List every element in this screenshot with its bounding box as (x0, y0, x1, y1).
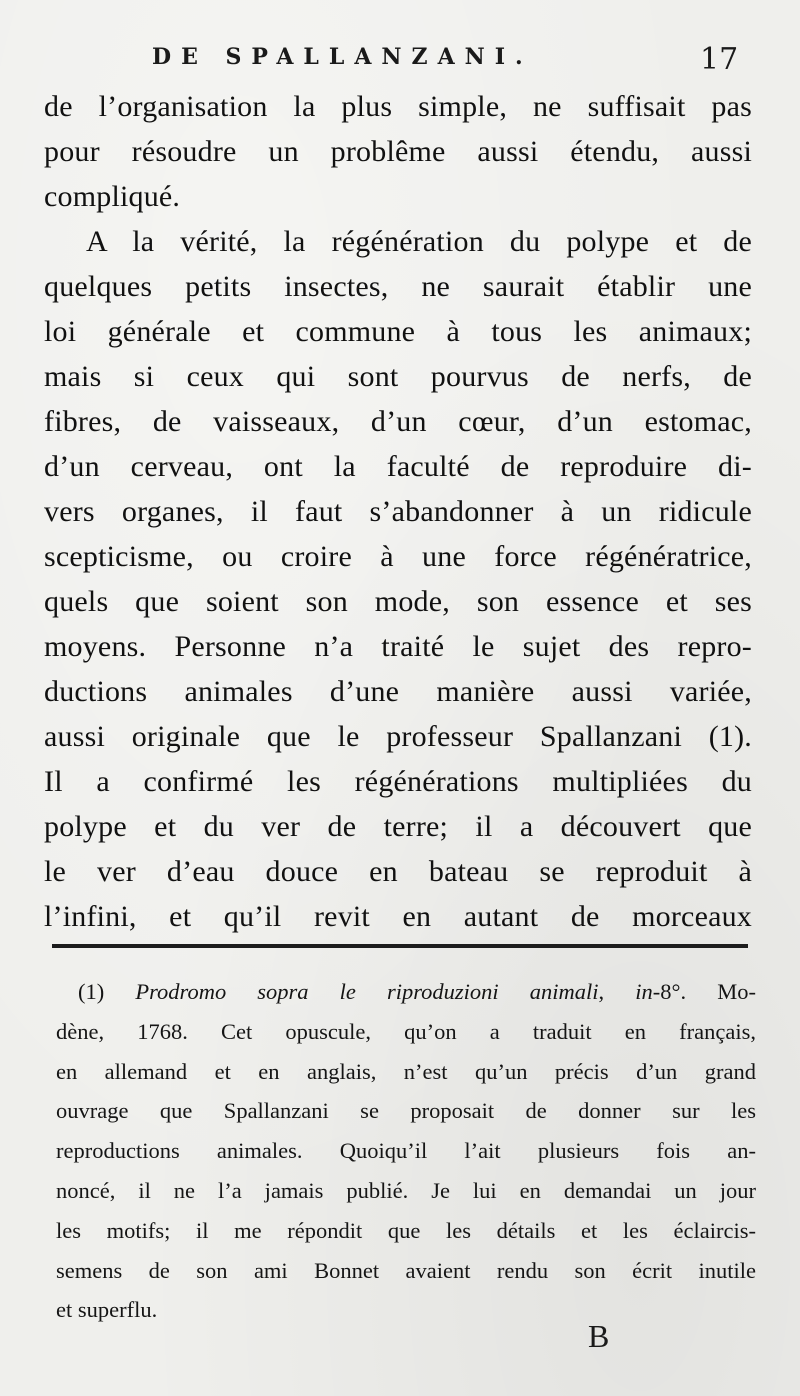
footnote-format-rest: -8°. Mo- (652, 979, 757, 1004)
text-line: quels que soient son mode, son essence et ses (44, 585, 752, 618)
footnote-divider (52, 944, 748, 948)
text-line: vers organes, il faut s’abandonner à un ridicule (44, 495, 752, 528)
footnote-first-line (56, 972, 756, 1012)
text-line: l’infini, et qu’il revit en autant de morceaux (44, 900, 752, 933)
footnote-line: semens de son ami Bonnet avaient rendu son écrit inutile (56, 1257, 756, 1283)
footnote-line: dène, 1768. Cet opuscule, qu’on a traduit en français, (56, 1018, 756, 1044)
running-title: DE SPALLANZANI. (152, 44, 533, 70)
main-text (44, 84, 752, 939)
text-line: Il a confirmé les régénérations multipliées du (44, 765, 752, 798)
text-line: moyens. Personne n’a traité le sujet des repro- (44, 630, 752, 663)
page-number: 17 (700, 42, 739, 77)
text-line: scepticisme, ou croire à une force régénératrice, (44, 540, 752, 573)
footnote-cited-title: Prodromo sopra le riproduzioni animali (135, 979, 599, 1004)
text-line: mais si ceux qui sont pourvus de nerfs, de (44, 360, 752, 393)
footnote-separator: , (598, 979, 636, 1004)
text-line: d’un cerveau, ont la faculté de reproduire di- (44, 450, 752, 483)
footnote-line: noncé, il ne l’a jamais publié. Je lui en demandai un jour (56, 1177, 756, 1203)
text-line: A la vérité, la régénération du polype et de (86, 225, 752, 258)
footnote-line: et superflu. (56, 1297, 158, 1323)
text-line: loi générale et commune à tous les animaux; (44, 315, 752, 348)
text-line: polype et du ver de terre; il a découvert que (44, 810, 752, 843)
footnote-line: reproductions animales. Quoiqu’il l’ait plusieurs fois an- (56, 1138, 756, 1164)
footnote-format-italic: in (635, 979, 653, 1004)
footnote-line: ouvrage que Spallanzani se proposait de donner sur les (56, 1098, 756, 1124)
text-line: le ver d’eau douce en bateau se reproduit à (44, 855, 752, 888)
text-line: pour résoudre un problême aussi étendu, aussi (44, 135, 752, 168)
footnote-line: les motifs; il me répondit que les détails et les éclaircis- (56, 1217, 756, 1243)
text-line: compliqué. (44, 180, 181, 213)
text-line: quelques petits insectes, ne saurait établir une (44, 270, 752, 303)
footnote-line: en allemand et en anglais, n’est qu’un précis d’un grand (56, 1058, 756, 1084)
footnote-marker: (1) (78, 979, 105, 1004)
signature-mark: B (588, 1318, 610, 1354)
text-line: aussi originale que le professeur Spallanzani (1). (44, 720, 752, 753)
text-line: fibres, de vaisseaux, d’un cœur, d’un estomac, (44, 405, 752, 438)
footnote (56, 972, 756, 1330)
text-line: de l’organisation la plus simple, ne suffisait pas (44, 90, 752, 123)
page-header (0, 44, 800, 80)
text-line: ductions animales d’une manière aussi variée, (44, 675, 752, 708)
